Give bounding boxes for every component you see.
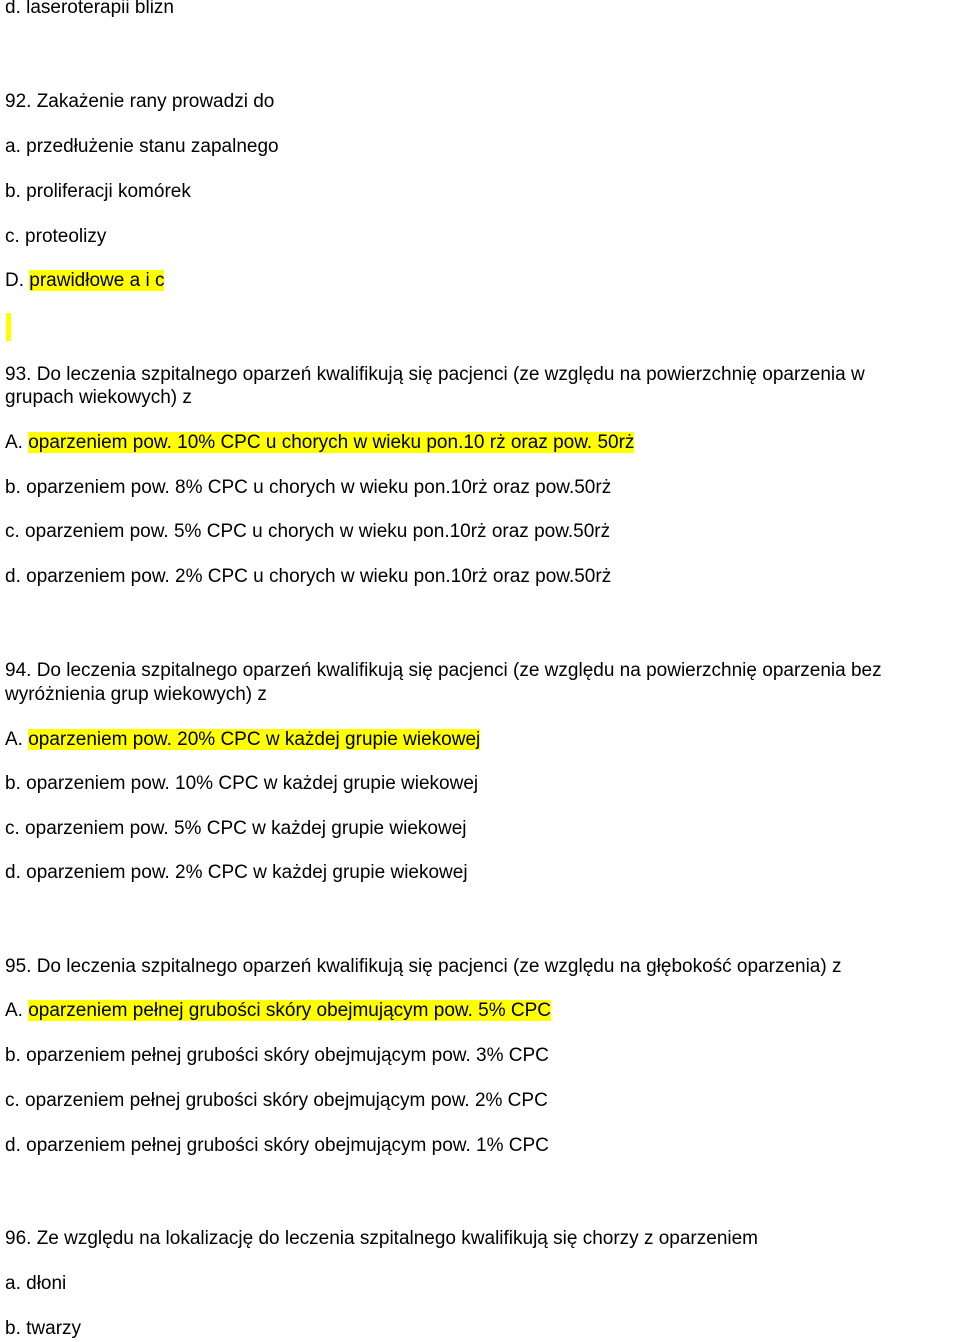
highlighted-answer: oparzeniem pow. 20% CPC w każdej grupie wiekowej — [28, 729, 481, 750]
answer-option-b: b. oparzeniem pow. 10% CPC w każdej grupie wiekowej — [5, 773, 479, 794]
question-93-line-1: 93. Do leczenia szpitalnego oparzeń kwalifikują się pacjenci (ze względu na powierzchnię oparzenia w — [5, 364, 865, 385]
highlighted-answer: oparzeniem pow. 10% CPC u chorych w wieku pon.10 rż oraz pow. 50rż — [28, 432, 635, 453]
answer-option-c: c. oparzeniem pełnej grubości skóry obejmującym pow. 2% CPC — [5, 1090, 548, 1111]
highlighted-answer: oparzeniem pełnej grubości skóry obejmującym pow. 5% CPC — [28, 1000, 551, 1021]
highlighted-answer: prawidłowe a i c — [29, 270, 165, 291]
answer-option-d: d. oparzeniem pow. 2% CPC u chorych w wieku pon.10rż oraz pow.50rż — [5, 566, 612, 587]
answer-option-a: a. przedłużenie stanu zapalnego — [5, 136, 279, 157]
answer-option-a-correct — [5, 729, 960, 751]
answer-option-b: b. twarzy — [5, 1318, 82, 1339]
answer-option-a-correct — [5, 1000, 960, 1022]
answer-option-b: b. oparzeniem pow. 8% CPC u chorych w wieku pon.10rż oraz pow.50rż — [5, 477, 612, 498]
answer-prefix: A. — [5, 432, 29, 453]
question-96: 96. Ze względu na lokalizację do leczenia szpitalnego kwalifikują się chorzy z oparzeniem — [5, 1228, 759, 1249]
answer-prefix: A. — [5, 729, 29, 750]
answer-option-b: b. proliferacji komórek — [5, 181, 191, 202]
answer-prefix: D. — [5, 270, 30, 291]
answer-option-c: c. oparzeniem pow. 5% CPC w każdej grupie wiekowej — [5, 818, 467, 839]
answer-option-b: b. oparzeniem pełnej grubości skóry obejmującym pow. 3% CPC — [5, 1045, 549, 1066]
answer-prefix: A. — [5, 1000, 29, 1021]
question-95: 95. Do leczenia szpitalnego oparzeń kwalifikują się pacjenci (ze względu na głębokość oparzenia) z — [5, 956, 842, 977]
answer-option-d-correct — [5, 270, 960, 292]
question-92: 92. Zakażenie rany prowadzi do — [5, 91, 275, 112]
answer-option-a-correct — [5, 432, 960, 454]
highlight-marker — [6, 313, 11, 341]
answer-option-c: c. proteolizy — [5, 226, 107, 247]
answer-option-d: d. oparzeniem pow. 2% CPC w każdej grupie wiekowej — [5, 862, 468, 883]
question-94-line-1: 94. Do leczenia szpitalnego oparzeń kwalifikują się pacjenci (ze względu na powierzchnię oparzenia bez — [5, 660, 882, 681]
question-94-line-2: wyróżnienia grup wiekowych) z — [5, 684, 267, 705]
answer-option-a: a. dłoni — [5, 1273, 67, 1294]
answer-option-d: d. laseroterapii blizn — [5, 0, 174, 18]
answer-option-d: d. oparzeniem pełnej grubości skóry obejmującym pow. 1% CPC — [5, 1135, 549, 1156]
answer-option-c: c. oparzeniem pow. 5% CPC u chorych w wieku pon.10rż oraz pow.50rż — [5, 521, 611, 542]
question-93-line-2: grupach wiekowych) z — [5, 387, 192, 408]
